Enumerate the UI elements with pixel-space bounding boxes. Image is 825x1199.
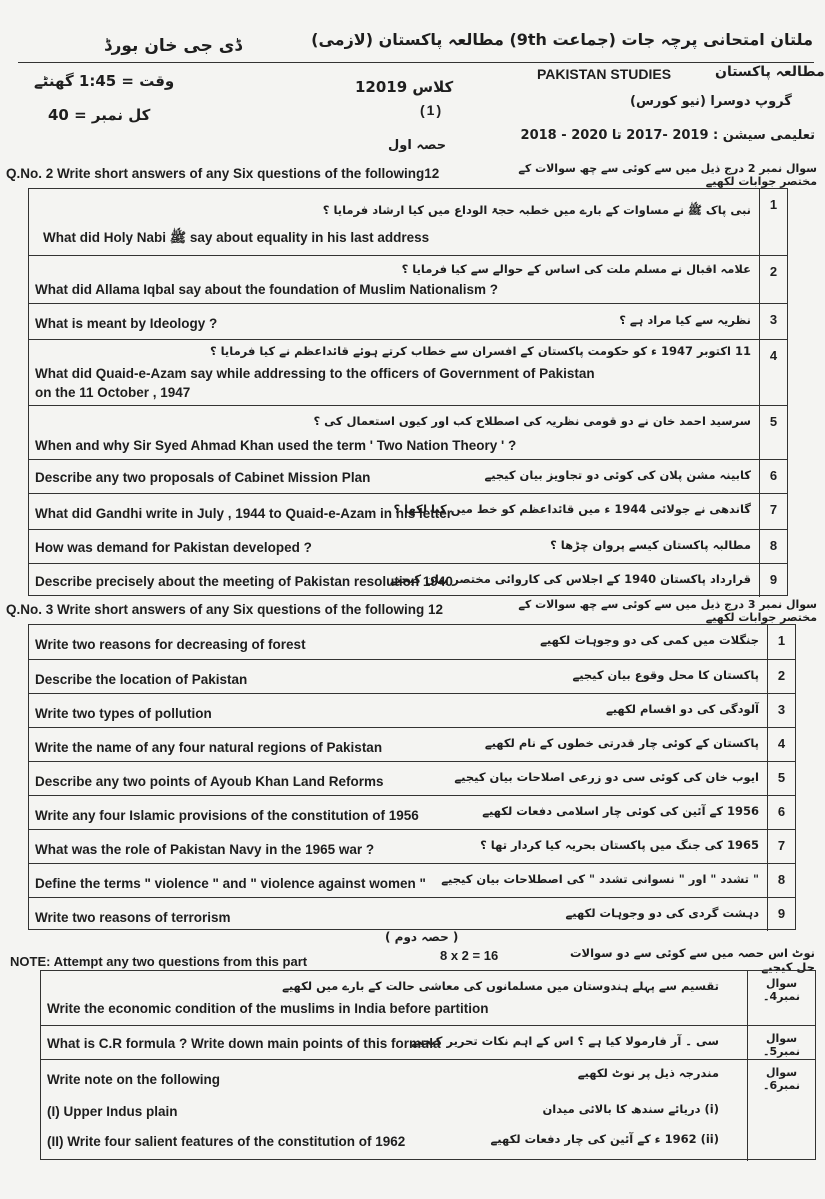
question-english: What did Gandhi write in July , 1944 to Quaid-e-Azam in his letter [35,506,453,521]
question-english: Describe the location of Pakistan [35,672,248,687]
question-urdu: دہشت گردی کی دو وجوہات لکھیے [565,906,759,920]
question-number: 9 [759,564,787,597]
part2-row-6 [41,1059,815,1161]
question-number: 5 [767,762,795,795]
class-label: کلاس 12019 [355,78,454,96]
question-english: Define the terms " violence " and " violence against women " [35,876,426,891]
subpart-english-2: (II) Write four salient features of the constitution of 1962 [47,1134,406,1149]
q3-table [28,624,796,930]
question-number: 8 [767,864,795,897]
question-urdu: کابینہ مشن پلان کی کوئی دو تجاویز بیان کیجیے [484,468,751,482]
question-english: What was the role of Pakistan Navy in the 1965 war ? [35,842,375,857]
q2-row-3 [29,303,787,339]
question-urdu: علامہ اقبال نے مسلم ملت کی اساس کے حوالے سے کیا فرمایا ؟ [401,262,751,276]
question-urdu: مطالبہ پاکستان کیسے پروان چڑھا ؟ [550,538,751,552]
subpart-urdu-2: (ii) 1962 ء کے آئین کی چار دفعات لکھیے [490,1132,719,1146]
question-number: 3 [759,304,787,339]
question-urdu: قرارداد پاکستان 1940 کے اجلاس کی کاروائی مختصر بیان کیجیے [390,572,751,586]
question-urdu: آلودگی کی دو اقسام لکھیے [605,702,759,716]
question-english: What is meant by Ideology ? [35,316,218,331]
time-label: وقت = 1:45 گھنٹے [34,72,175,90]
question-urdu: نظریہ سے کیا مراد ہے ؟ [619,313,751,327]
q2-row-1 [29,189,787,255]
q2-table [28,188,788,596]
question-english: What is C.R formula ? Write down main points of this formula [47,1036,441,1051]
question-number: سوال نمبر5۔ [747,1026,815,1059]
question-number: 4 [759,340,787,405]
q3-row-9 [29,897,795,931]
part2-row-4 [41,971,815,1025]
part2-table [40,970,816,1160]
question-number: 6 [759,460,787,493]
question-urdu: 11 اکتوبر 1947 ء کو حکومت پاکستان کے افسران سے خطاب کرتے ہوئے قائداعظم نے کیا فرمایا ؟ [209,344,751,358]
q3-row-7 [29,829,795,863]
part2-row-5 [41,1025,815,1059]
q3-row-2 [29,659,795,693]
question-english: Describe any two proposals of Cabinet Mission Plan [35,470,371,485]
question-english: When and why Sir Syed Ahmad Khan used the term ' Two Nation Theory ' ? [35,438,517,453]
group-label: گروپ دوسرا (نیو کورس) [630,94,792,109]
q3-heading-ur: سوال نمبر 3 درج ذیل میں سے کوئی سے چھ سوالات کے مختصر جوابات لکھیے [518,598,817,624]
q3-row-1 [29,625,795,659]
question-english: What did Quaid-e-Azam say while addressing to the officers of Government of Pakistan on the 11 October , 1947 [35,366,595,400]
question-english: Write note on the following [47,1072,220,1087]
question-urdu: گاندھی نے جولائی 1944 ء میں قائداعظم کو خط میں کیا لکھا ؟ [393,502,751,516]
question-urdu: " تشدد " اور " نسوانی تشدد " کی اصطلاحات بیان کیجیے [441,872,759,886]
part2-marks: 8 x 2 = 16 [440,948,499,963]
question-english: What did Allama Iqbal say about the foundation of Muslim Nationalism ? [35,282,499,297]
question-number: سوال نمبر6۔ [747,1060,815,1161]
question-number: 6 [767,796,795,829]
board-title: ڈی جی خان بورڈ [104,36,242,56]
marks-label: کل نمبر = 40 [48,106,151,124]
q3-row-4 [29,727,795,761]
paper-code: (1) [420,102,444,118]
question-english: Write the name of any four natural regions of Pakistan [35,740,383,755]
q2-heading-ur: سوال نمبر 2 درج ذیل میں سے کوئی سے چھ سوالات کے مختصر جوابات لکھیے [518,162,817,188]
question-english: What did Holy Nabi ﷺ say about equality in his last address [43,230,430,245]
question-english: Describe any two points of Ayoub Khan Land Reforms [35,774,384,789]
question-urdu: نبی پاک ﷺ نے مساوات کے بارے میں خطبہ حجۃ الوداع میں کیا ارشاد فرمایا ؟ [322,203,751,217]
q2-row-9 [29,563,787,597]
question-urdu: سی ۔ آر فارمولا کیا ہے ؟ اس کے اہم نکات تحریر کیجیے [411,1034,719,1048]
question-english: Describe precisely about the meeting of Pakistan resolution 1940 [35,574,453,589]
q2-row-7 [29,493,787,529]
question-urdu: پاکستان کے کوئی چار قدرتی خطوں کے نام لکھیے [484,736,759,750]
question-urdu: تقسیم سے پہلے ہندوستان میں مسلمانوں کی معاشی حالت کے بارے میں لکھیے [282,979,719,993]
q2-row-8 [29,529,787,563]
q2-row-2 [29,255,787,303]
question-number: 1 [759,189,787,255]
q2-row-4 [29,339,787,405]
question-english: Write two reasons for decreasing of forest [35,637,306,652]
question-number: 2 [759,256,787,303]
part2-title: ( حصہ دوم ) [385,930,459,944]
subpart-english-1: (I) Upper Indus plain [47,1104,178,1119]
question-number: 3 [767,694,795,727]
q3-heading-en: Q.No. 3 Write short answers of any Six questions of the following 12 [6,602,444,617]
question-number: 4 [767,728,795,761]
q2-row-6 [29,459,787,493]
question-urdu: ایوب خان کی کوئی سی دو زرعی اصلاحات بیان کیجیے [454,770,759,784]
question-number: 9 [767,898,795,931]
question-number: سوال نمبر4۔ [747,971,815,1025]
question-number: 7 [759,494,787,529]
question-urdu: جنگلات میں کمی کی دو وجوہات لکھیے [540,633,759,647]
question-urdu: 1956 کے آئین کی کوئی چار اسلامی دفعات لکھیے [482,804,759,818]
part1-title: حصہ اول [388,138,447,153]
q2-row-5 [29,405,787,459]
header-rule [18,62,814,63]
question-english: Write two reasons of terrorism [35,910,231,925]
part2-note-ur: نوٹ اس حصہ میں سے کوئی سے دو سوالات حل کیجیے [569,946,815,974]
question-number: 8 [759,530,787,563]
subject-urdu: مطالعہ پاکستان [715,64,825,80]
question-urdu: سرسید احمد خان نے دو قومی نظریہ کی اصطلاح کب اور کیوں استعمال کی ؟ [313,414,751,428]
q3-row-3 [29,693,795,727]
q3-row-8 [29,863,795,897]
question-english: How was demand for Pakistan developed ? [35,540,312,555]
question-urdu: 1965 کی جنگ میں پاکستان بحریہ کیا کردار تھا ؟ [480,838,759,852]
question-number: 2 [767,660,795,693]
session-label: تعلیمی سیشن : 2019 -2017 تا 2020 - 2018 [520,128,815,143]
question-number: 5 [759,406,787,459]
q2-heading-en: Q.No. 2 Write short answers of any Six questions of the following12 [6,166,440,181]
part2-note-en: NOTE: Attempt any two questions from this part [10,954,308,969]
question-urdu: مندرجہ ذیل پر نوٹ لکھیے [577,1066,719,1080]
paper-title: ملتان امتحانی پرچہ جات (جماعت 9th) مطالعہ پاکستان (لازمی) [311,30,813,49]
question-number: 1 [767,625,795,659]
question-urdu: پاکستان کا محل وقوع بیان کیجیے [572,668,759,682]
q3-row-6 [29,795,795,829]
q3-row-5 [29,761,795,795]
question-english: Write two types of pollution [35,706,212,721]
question-english: Write any four Islamic provisions of the constitution of 1956 [35,808,419,823]
subpart-urdu-1: (i) دریائے سندھ کا بالائی میدان [542,1102,719,1116]
subject-english: PAKISTAN STUDIES [537,66,672,82]
question-english: Write the economic condition of the muslims in India before partition [47,1001,489,1016]
question-number: 7 [767,830,795,863]
